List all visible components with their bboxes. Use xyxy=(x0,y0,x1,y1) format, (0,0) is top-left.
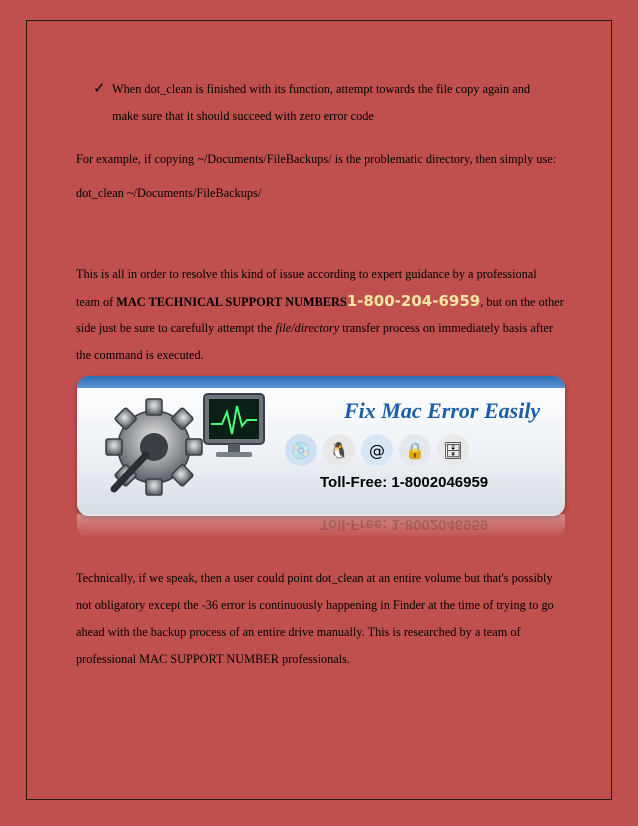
heartbeat-monitor-icon xyxy=(202,392,266,462)
penguin-icon: 🐧 xyxy=(323,434,355,466)
code-line: dot_clean ~/Documents/FileBackups/ xyxy=(76,186,262,200)
cabinet-icon: 🗄 xyxy=(437,434,469,466)
para3-line3: ahead with the backup process of an entire drive manually. This is researched by a team of xyxy=(76,625,521,639)
fix-mac-banner xyxy=(77,376,565,516)
support-numbers-bold: MAC TECHNICAL SUPPORT NUMBERS xyxy=(116,295,347,309)
phone-number: 1-800-204-6959 xyxy=(346,292,481,310)
para3-line4: professional MAC SUPPORT NUMBER professionals. xyxy=(76,652,351,666)
banner-title: Fix Mac Error Easily xyxy=(344,398,541,423)
para3-line2: not obligatory except the -36 error is continuously happening in Finder at the time of trying to go xyxy=(76,598,554,612)
checkmark-icon: ✓ xyxy=(93,79,106,97)
para2-line2-post: , but on the other xyxy=(480,295,564,309)
para3-line1: Technically, if we speak, then a user could point dot_clean at an entire volume but that's possibly xyxy=(76,571,553,585)
para2-line3 xyxy=(76,320,553,336)
file-directory-italic: file/directory xyxy=(275,321,340,335)
para2-line4: the command is executed. xyxy=(76,348,204,362)
toll-free-number: Toll-Free: 1-8002046959 xyxy=(320,474,489,491)
bullet-line-1: When dot_clean is finished with its function, attempt towards the file copy again and xyxy=(112,82,530,96)
banner-top-stripe xyxy=(77,376,565,388)
para2-line3-pre: side just be sure to carefully attempt the xyxy=(76,321,276,335)
reflection-text: Toll-Free: 1-8002046959 xyxy=(320,516,489,533)
banner-reflection xyxy=(77,514,565,538)
example-paragraph: For example, if copying ~/Documents/FileBackups/ is the problematic directory, then simply use: xyxy=(76,152,557,166)
para2-line1: This is all in order to resolve this kind of issue according to expert guidance by a professional xyxy=(76,267,537,281)
disk-icon: 💿 xyxy=(285,434,317,466)
para2-line2-pre: team of xyxy=(76,295,117,309)
service-icons xyxy=(285,434,469,466)
para2-line2 xyxy=(76,293,564,310)
para2-line3-post: transfer process on immediately basis after xyxy=(339,321,553,335)
email-icon: @ xyxy=(361,434,393,466)
lock-icon: 🔒 xyxy=(399,434,431,466)
bullet-line-2: make sure that it should succeed with zero error code xyxy=(112,109,374,123)
gear-icon xyxy=(99,390,209,500)
